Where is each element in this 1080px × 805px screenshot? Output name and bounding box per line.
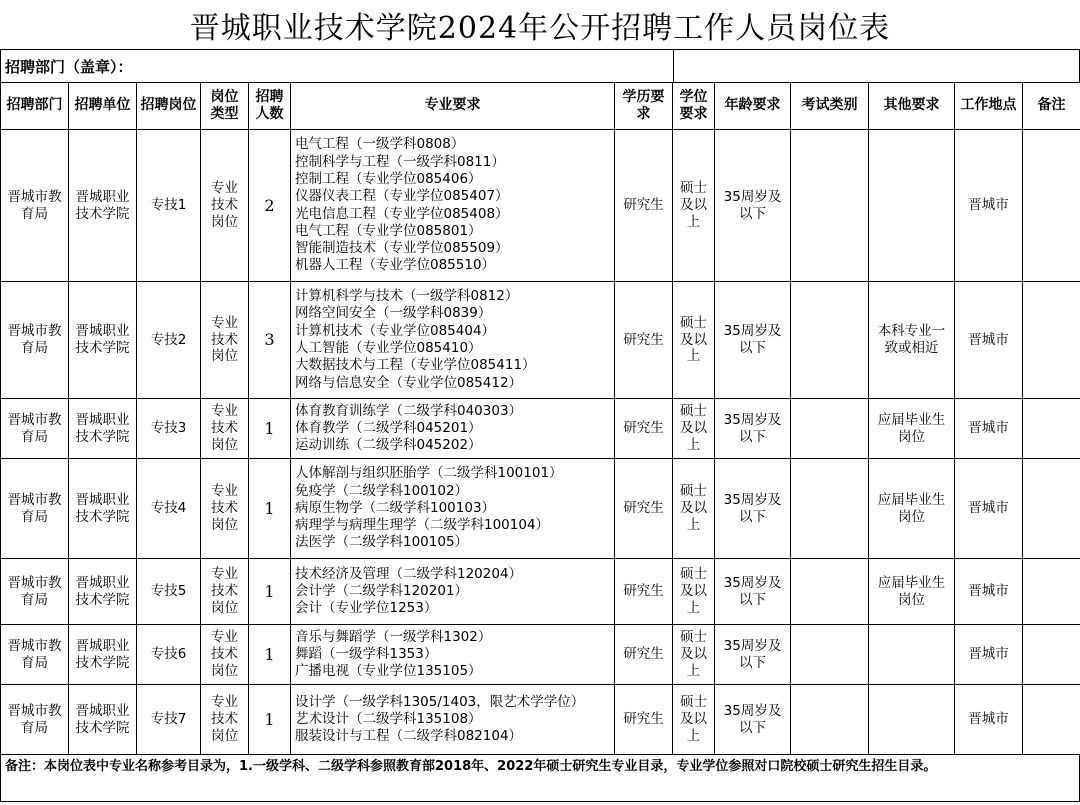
cell-other-text: 本科专业一致或相近 (877, 323, 946, 356)
major-item: 服装设计与工程（二级学科082104） (295, 728, 523, 745)
cell-age (715, 282, 791, 399)
major-item: 体育教育训练学（二级学科040303） (295, 402, 523, 419)
cell-dept (1, 685, 69, 755)
cell-exam (791, 559, 869, 625)
cell-age (715, 399, 791, 459)
major-item: 音乐与舞蹈学（一级学科1302） (295, 628, 492, 645)
major-item: 人体解剖与组织胚胎学（二级学科100101） (295, 465, 563, 482)
cell-location-text: 晋城市 (968, 646, 1009, 663)
cell-count-text: 2 (264, 195, 275, 215)
cell-age-text: 35周岁及以下 (723, 411, 782, 445)
cell-education (615, 459, 673, 559)
table-row (1, 459, 1080, 559)
cell-count (249, 130, 291, 282)
cell-unit (69, 130, 137, 282)
cell-count-text: 1 (264, 709, 275, 729)
cell-majors (291, 282, 615, 399)
cell-unit-text: 晋城职业技术学院 (75, 411, 130, 445)
table-row (1, 685, 1080, 755)
cell-unit (69, 559, 137, 625)
cell-count (249, 685, 291, 755)
cell-other (869, 130, 955, 282)
cell-unit-text: 晋城职业技术学院 (75, 702, 130, 736)
cell-unit (69, 399, 137, 459)
cell-count-text: 1 (264, 581, 275, 601)
cell-education (615, 399, 673, 459)
cell-unit-text: 晋城职业技术学院 (75, 637, 130, 671)
cell-education-text: 研究生 (623, 331, 664, 348)
header-dept: 招聘部门 (1, 83, 69, 130)
cell-count-text: 1 (264, 644, 275, 664)
header-remark: 备注 (1023, 83, 1080, 130)
cell-post (137, 399, 201, 459)
cell-post-text: 专技5 (150, 583, 187, 600)
cell-other (869, 559, 955, 625)
cell-education (615, 282, 673, 399)
header-unit: 招聘单位 (69, 83, 137, 130)
cell-remark (1023, 399, 1080, 459)
cell-education-text: 研究生 (623, 583, 664, 600)
major-item: 网络与信息安全（专业学位085412） (295, 374, 523, 391)
cell-dept (1, 459, 69, 559)
footnote: 备注：本岗位表中专业名称参考目录为，1.一级学科、二级学科参照教育部2018年、2022年硕士研究生专业目录，专业学位参照对口院校硕士研究生招生目录。 (0, 755, 1080, 802)
cell-age-text: 35周岁及以下 (723, 702, 782, 736)
cell-post-type-text: 专业技术岗位 (211, 403, 238, 453)
cell-education (615, 625, 673, 685)
major-item: 机器人工程（专业学位085510） (295, 257, 496, 274)
major-item: 光电信息工程（专业学位085408） (295, 205, 509, 222)
cell-count (249, 625, 291, 685)
major-item: 人工智能（专业学位085410） (295, 340, 482, 356)
major-item: 艺术设计（二级学科135108） (295, 710, 482, 727)
cell-exam (791, 282, 869, 399)
cell-post (137, 130, 201, 282)
major-item: 电气工程（专业学位085801） (295, 222, 482, 239)
cell-post-text: 专技2 (150, 331, 187, 348)
cell-education (615, 685, 673, 755)
header-other: 其他要求 (869, 83, 955, 130)
major-item: 控制科学与工程（一级学科0811） (295, 153, 505, 170)
header-degree: 学位要求 (673, 83, 715, 130)
cell-majors (291, 130, 615, 282)
cell-post-type-text: 专业技术岗位 (211, 629, 238, 679)
header-location: 工作地点 (955, 83, 1023, 130)
cell-location-text: 晋城市 (968, 583, 1009, 600)
major-item: 电气工程（一级学科0808） (295, 136, 465, 153)
cell-post (137, 625, 201, 685)
header-post-type: 岗位类型 (201, 83, 249, 130)
major-item: 免疫学（二级学科100102） (295, 482, 469, 499)
cell-other (869, 282, 955, 399)
cell-degree-text: 硕士及以上 (680, 180, 707, 230)
cell-post-type (201, 685, 249, 755)
cell-location-text: 晋城市 (968, 711, 1009, 728)
cell-count (249, 399, 291, 459)
cell-post-type (201, 399, 249, 459)
cell-exam (791, 399, 869, 459)
cell-unit (69, 282, 137, 399)
cell-education-text: 研究生 (623, 197, 664, 214)
cell-post-type (201, 282, 249, 399)
cell-exam (791, 459, 869, 559)
cell-degree-text: 硕士及以上 (680, 694, 707, 744)
dept-stamp-label: 招聘部门（盖章）： (5, 57, 133, 76)
cell-post-type-text: 专业技术岗位 (211, 694, 238, 744)
positions-table (0, 82, 1080, 755)
cell-age-text: 35周岁及以下 (723, 188, 782, 222)
cell-degree (673, 685, 715, 755)
header-education: 学历要求 (615, 83, 673, 130)
cell-other (869, 685, 955, 755)
cell-majors (291, 625, 615, 685)
cell-education (615, 130, 673, 282)
major-item: 计算机科学与技术（一级学科0812） (295, 288, 519, 305)
header-post: 招聘岗位 (137, 83, 201, 130)
cell-other-text: 应届毕业生岗位 (877, 411, 946, 445)
cell-post-text: 专技6 (150, 646, 187, 663)
cell-unit-text: 晋城职业技术学院 (75, 188, 130, 222)
major-item: 广播电视（专业学位135105） (295, 663, 482, 680)
table-row (1, 559, 1080, 625)
cell-post (137, 459, 201, 559)
cell-other (869, 399, 955, 459)
header-major: 专业要求 (291, 83, 615, 130)
cell-post (137, 685, 201, 755)
cell-degree (673, 459, 715, 559)
cell-age (715, 459, 791, 559)
cell-post-type (201, 559, 249, 625)
cell-post-type (201, 130, 249, 282)
cell-degree-text: 硕士及以上 (680, 403, 707, 453)
major-item: 病理学与病理生理学（二级学科100104） (295, 517, 550, 534)
cell-post-type-text: 专业技术岗位 (211, 566, 238, 616)
cell-degree-text: 硕士及以上 (680, 629, 707, 679)
cell-degree (673, 130, 715, 282)
major-item: 智能制造技术（专业学位085509） (295, 240, 509, 257)
cell-age-text: 35周岁及以下 (723, 323, 782, 356)
cell-dept-text: 晋城市教育局 (7, 702, 62, 736)
cell-post (137, 559, 201, 625)
cell-count (249, 459, 291, 559)
cell-count-text: 3 (264, 330, 275, 349)
cell-degree-text: 硕士及以上 (680, 314, 707, 365)
major-item: 会计学（二级学科120201） (295, 582, 469, 599)
cell-location (955, 282, 1023, 399)
header-exam: 考试类别 (791, 83, 869, 130)
major-item: 技术经济及管理（二级学科120204） (295, 565, 523, 582)
cell-education (615, 559, 673, 625)
cell-other-text: 应届毕业生岗位 (877, 574, 946, 608)
header-age: 年龄要求 (715, 83, 791, 130)
cell-count-text: 1 (264, 418, 275, 438)
cell-location (955, 685, 1023, 755)
table-body (1, 130, 1080, 755)
major-item: 网络空间安全（一级学科0839） (295, 305, 492, 322)
cell-dept-text: 晋城市教育局 (7, 637, 62, 671)
cell-degree (673, 625, 715, 685)
page-title: 晋城职业技术学院2024年公开招聘工作人员岗位表 (0, 0, 1080, 50)
cell-age (715, 559, 791, 625)
major-item: 大数据技术与工程（专业学位085411） (295, 357, 536, 374)
cell-exam (791, 130, 869, 282)
cell-majors (291, 685, 615, 755)
cell-age (715, 625, 791, 685)
cell-education-text: 研究生 (623, 500, 664, 517)
cell-location (955, 625, 1023, 685)
cell-post-text: 专技4 (150, 500, 187, 517)
cell-remark (1023, 559, 1080, 625)
cell-location-text: 晋城市 (968, 197, 1009, 214)
cell-degree (673, 559, 715, 625)
cell-post-type-text: 专业技术岗位 (211, 180, 238, 230)
cell-majors (291, 559, 615, 625)
cell-dept (1, 130, 69, 282)
cell-location-text: 晋城市 (968, 500, 1009, 517)
cell-education-text: 研究生 (623, 646, 664, 663)
cell-post-text: 专技7 (150, 711, 187, 728)
cell-remark (1023, 625, 1080, 685)
table-row (1, 282, 1080, 399)
cell-post-type-text: 专业技术岗位 (211, 483, 238, 533)
major-item: 体育教学（二级学科045201） (295, 419, 482, 436)
cell-dept-text: 晋城市教育局 (7, 491, 62, 525)
dept-stamp-row (0, 50, 1080, 82)
cell-education-text: 研究生 (623, 711, 664, 728)
cell-unit-text: 晋城职业技术学院 (75, 323, 130, 356)
cell-remark (1023, 282, 1080, 399)
major-item: 运动训练（二级学科045202） (295, 437, 482, 454)
cell-count (249, 282, 291, 399)
cell-age-text: 35周岁及以下 (723, 491, 782, 525)
cell-dept (1, 399, 69, 459)
cell-unit-text: 晋城职业技术学院 (75, 491, 130, 525)
table-row (1, 625, 1080, 685)
cell-post-type (201, 625, 249, 685)
cell-dept (1, 282, 69, 399)
major-item: 舞蹈（一级学科1353） (295, 645, 438, 662)
cell-count-text: 1 (264, 498, 275, 518)
cell-other (869, 459, 955, 559)
cell-exam (791, 685, 869, 755)
cell-remark (1023, 459, 1080, 559)
cell-post-type-text: 专业技术岗位 (211, 314, 238, 365)
header-count: 招聘人数 (249, 83, 291, 130)
major-item: 设计学（一级学科1305/1403，限艺术学学位） (295, 693, 585, 710)
cell-degree-text: 硕士及以上 (680, 566, 707, 616)
cell-unit (69, 459, 137, 559)
table-header-row (1, 83, 1080, 130)
cell-location (955, 130, 1023, 282)
major-item: 病原生物学（二级学科100103） (295, 499, 496, 516)
major-item: 法医学（二级学科100105） (295, 534, 469, 551)
cell-dept (1, 625, 69, 685)
table-row (1, 130, 1080, 282)
cell-post-text: 专技1 (150, 197, 187, 214)
cell-degree (673, 399, 715, 459)
major-item: 控制工程（专业学位085406） (295, 170, 482, 187)
cell-age-text: 35周岁及以下 (723, 637, 782, 671)
cell-post-type (201, 459, 249, 559)
cell-location (955, 399, 1023, 459)
cell-majors (291, 399, 615, 459)
cell-age-text: 35周岁及以下 (723, 574, 782, 608)
cell-age (715, 685, 791, 755)
cell-post-text: 专技3 (150, 420, 187, 437)
cell-degree-text: 硕士及以上 (680, 483, 707, 533)
cell-degree (673, 282, 715, 399)
cell-age (715, 130, 791, 282)
cell-unit (69, 685, 137, 755)
cell-remark (1023, 130, 1080, 282)
cell-majors (291, 459, 615, 559)
cell-post (137, 282, 201, 399)
major-item: 会计（专业学位1253） (295, 600, 438, 617)
cell-location-text: 晋城市 (968, 331, 1009, 348)
cell-remark (1023, 685, 1080, 755)
cell-education-text: 研究生 (623, 420, 664, 437)
cell-other-text: 应届毕业生岗位 (877, 491, 946, 525)
major-item: 仪器仪表工程（专业学位085407） (295, 188, 509, 205)
table-row (1, 399, 1080, 459)
cell-dept-text: 晋城市教育局 (7, 323, 62, 356)
cell-dept-text: 晋城市教育局 (7, 574, 62, 608)
cell-exam (791, 625, 869, 685)
major-item: 计算机技术（专业学位085404） (295, 322, 496, 339)
cell-location (955, 459, 1023, 559)
cell-unit (69, 625, 137, 685)
cell-dept (1, 559, 69, 625)
cell-location (955, 559, 1023, 625)
dept-row-divider (673, 50, 674, 82)
cell-unit-text: 晋城职业技术学院 (75, 574, 130, 608)
cell-location-text: 晋城市 (968, 420, 1009, 437)
cell-other (869, 625, 955, 685)
cell-count (249, 559, 291, 625)
cell-dept-text: 晋城市教育局 (7, 188, 62, 222)
cell-dept-text: 晋城市教育局 (7, 411, 62, 445)
